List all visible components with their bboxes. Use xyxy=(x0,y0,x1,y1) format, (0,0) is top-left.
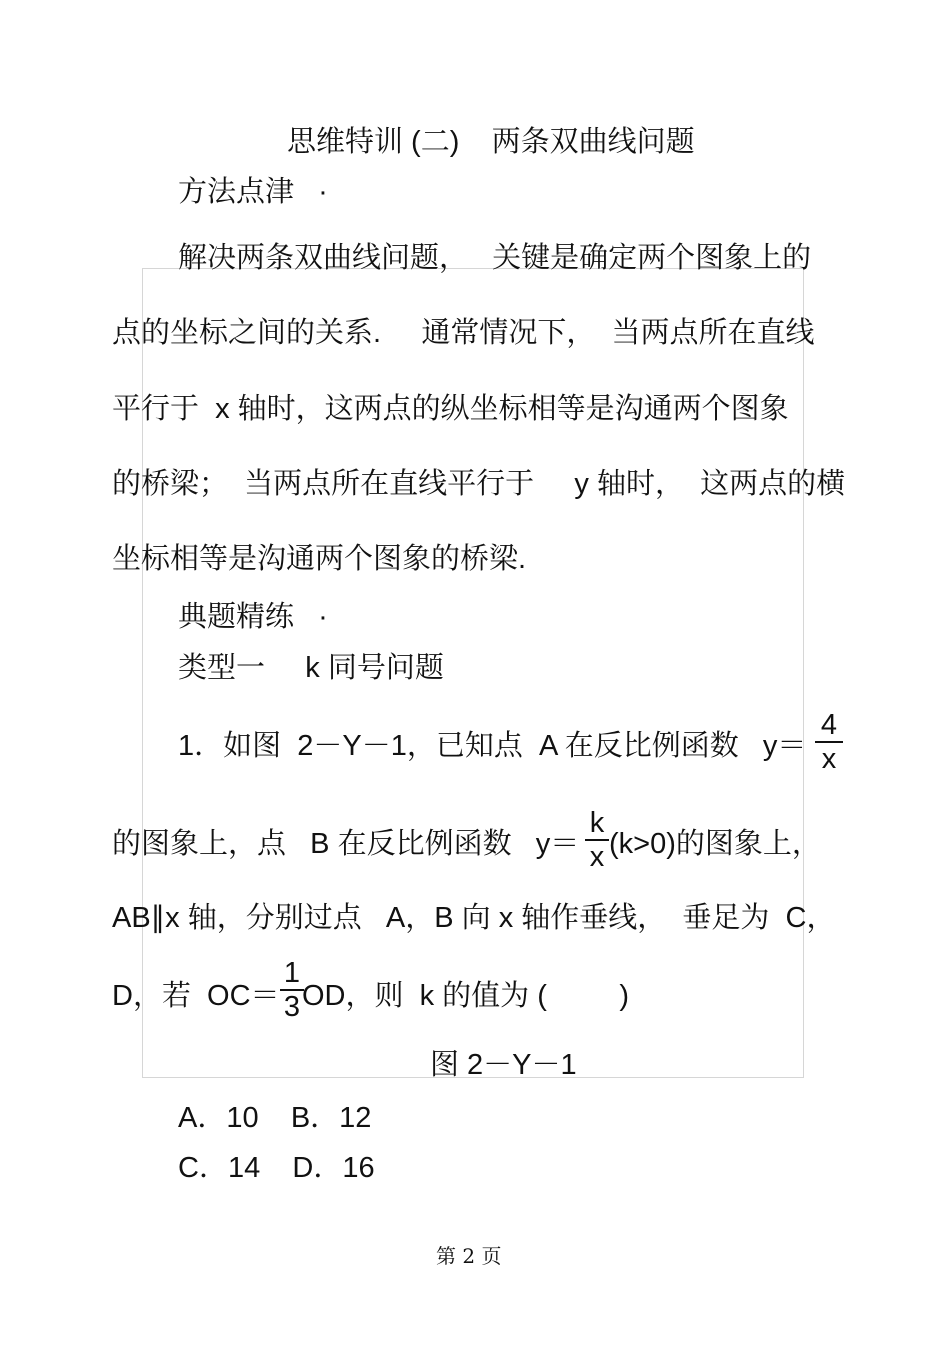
fraction-denominator: x xyxy=(589,841,605,873)
fraction-4-over-x xyxy=(815,710,843,774)
fraction-denominator: x xyxy=(821,743,837,775)
fraction-k-over-x xyxy=(585,808,609,872)
problem-line-2a: 的图象上，点 B 在反比例函数 y＝ xyxy=(112,828,580,860)
answer-options-row-2: C．14 D．16 xyxy=(178,1152,375,1184)
fraction-numerator: 1 xyxy=(283,957,301,989)
method-line-2: 点的坐标之间的关系. 通常情况下， 当两点所在直线 xyxy=(112,317,815,349)
problem-line-4a: D，若 OC＝ xyxy=(112,980,280,1012)
method-line-4: 的桥梁； 当两点所在直线平行于 y 轴时， 这两点的横 xyxy=(112,468,846,500)
fraction-numerator: 4 xyxy=(820,709,838,741)
figure-caption: 图 2－Y－1 xyxy=(430,1049,577,1081)
type-heading: 类型一 k 同号问题 xyxy=(178,652,444,684)
fraction-numerator: k xyxy=(589,807,605,839)
method-line-5: 坐标相等是沟通两个图象的桥梁. xyxy=(112,543,527,575)
fraction-1-over-3 xyxy=(280,958,304,1022)
page-number: 第 2 页 xyxy=(436,1244,502,1268)
problem-line-3: AB∥x 轴，分别过点 A，B 向 x 轴作垂线， 垂足为 C， xyxy=(112,902,836,934)
answer-options-row-1: A．10 B．12 xyxy=(178,1102,372,1134)
section-method-heading: 方法点津 · xyxy=(178,176,328,208)
problem-line-1: 1．如图 2－Y－1，已知点 A 在反比例函数 y＝ xyxy=(178,730,807,762)
section-examples-heading: 典题精练 · xyxy=(178,601,328,633)
page-title: 思维特训 (二) 两条双曲线问题 xyxy=(287,126,695,158)
method-line-1: 解决两条双曲线问题， 关键是确定两个图象上的 xyxy=(178,242,812,274)
method-line-3: 平行于 x 轴时，这两点的纵坐标相等是沟通两个图象 xyxy=(112,393,789,425)
fraction-denominator: 3 xyxy=(283,991,301,1023)
problem-line-4b: OD，则 k 的值为 ( ) xyxy=(302,980,630,1012)
problem-line-2b: (k>0)的图象上， xyxy=(609,828,821,860)
